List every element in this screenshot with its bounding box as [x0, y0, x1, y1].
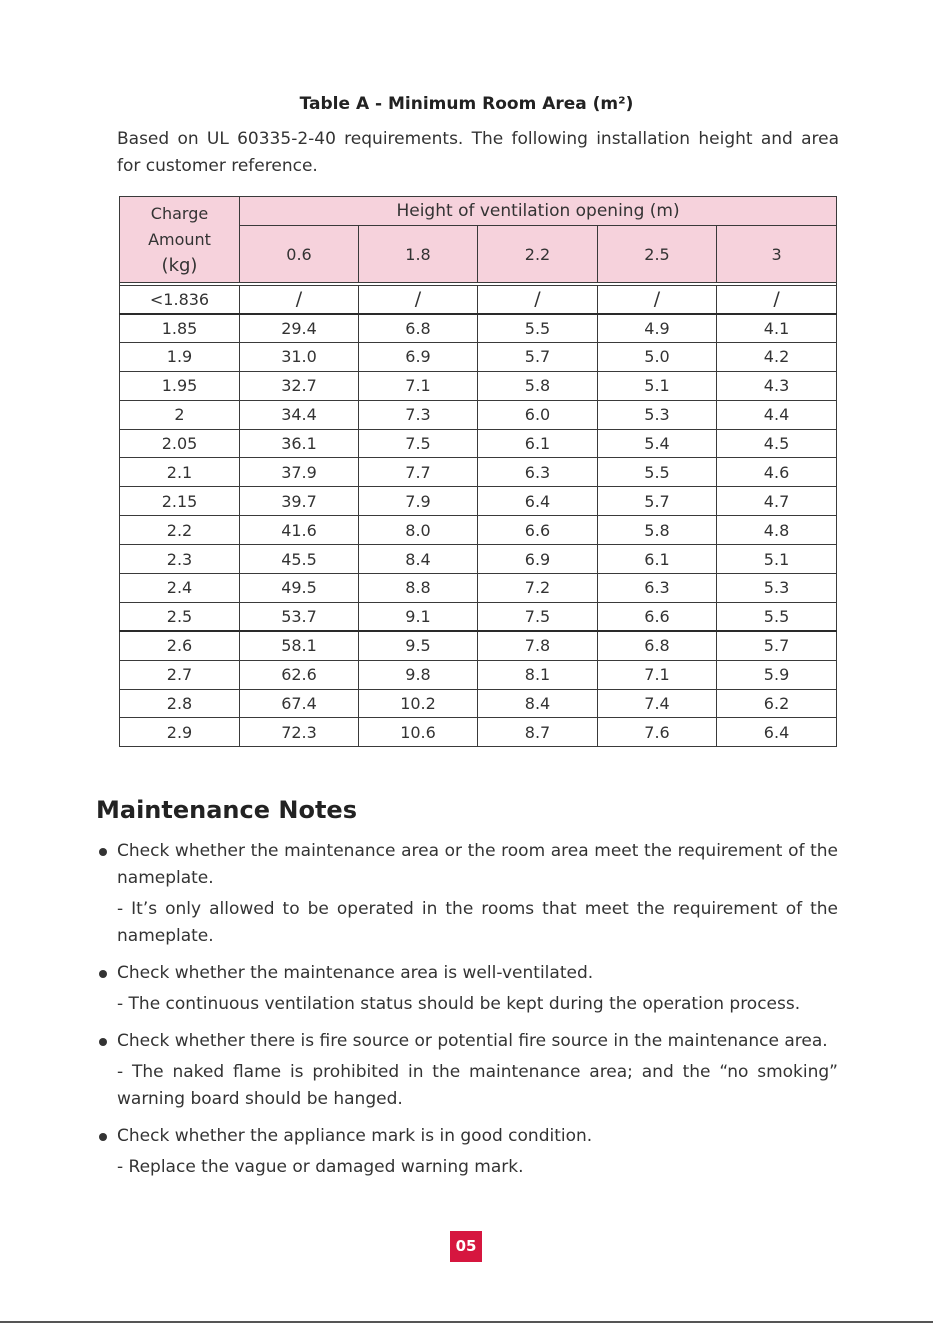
table-row	[120, 400, 837, 429]
area-cell: 37.9	[240, 458, 359, 487]
area-cell: 7.6	[598, 718, 717, 747]
column-header: 2.2	[478, 226, 598, 283]
area-cell: 7.8	[478, 631, 598, 660]
area-cell: 8.8	[359, 574, 478, 603]
area-cell: 9.5	[359, 631, 478, 660]
area-cell: 31.0	[240, 342, 359, 371]
area-cell: 6.8	[598, 631, 717, 660]
maintenance-notes-list	[96, 838, 838, 1191]
area-cell: 7.2	[478, 574, 598, 603]
area-cell: 6.9	[478, 545, 598, 574]
bullet-icon	[99, 970, 107, 978]
charge-header-line: Amount	[148, 229, 211, 249]
table-row	[120, 342, 837, 371]
area-cell: 8.0	[359, 516, 478, 545]
note-item	[96, 838, 838, 950]
charge-cell: 2.05	[120, 429, 240, 458]
area-cell: 5.1	[717, 545, 837, 574]
bullet-icon	[99, 1038, 107, 1046]
area-cell: 7.5	[478, 602, 598, 631]
note-item	[96, 960, 838, 1018]
area-cell: /	[240, 286, 359, 314]
maintenance-notes-heading: Maintenance Notes	[96, 796, 357, 824]
area-cell: 6.3	[598, 574, 717, 603]
area-cell: 8.1	[478, 660, 598, 689]
charge-amount-header	[120, 197, 240, 283]
minimum-room-area-table	[119, 196, 837, 747]
charge-cell: 2.1	[120, 458, 240, 487]
area-cell: 4.9	[598, 314, 717, 343]
area-cell: 53.7	[240, 602, 359, 631]
note-subtext: - The continuous ventilation status should be kept during the operation process.	[117, 994, 801, 1014]
table-row	[120, 660, 837, 689]
area-cell: 34.4	[240, 400, 359, 429]
area-cell: 29.4	[240, 314, 359, 343]
note-text: Check whether the appliance mark is in good condition.	[117, 1126, 593, 1146]
area-cell: 8.7	[478, 718, 598, 747]
table-row	[120, 718, 837, 747]
area-cell: 4.8	[717, 516, 837, 545]
note-subtext: - Replace the vague or damaged warning mark.	[117, 1157, 524, 1177]
charge-cell: 2.9	[120, 718, 240, 747]
area-cell: 10.6	[359, 718, 478, 747]
charge-cell: 1.9	[120, 342, 240, 371]
area-cell: 5.7	[478, 342, 598, 371]
area-cell: 4.4	[717, 400, 837, 429]
area-cell: 6.3	[478, 458, 598, 487]
area-cell: 4.2	[717, 342, 837, 371]
area-cell: 5.7	[598, 487, 717, 516]
area-cell: 5.5	[598, 458, 717, 487]
charge-cell: 1.95	[120, 371, 240, 400]
area-cell: 6.6	[478, 516, 598, 545]
area-cell: 4.7	[717, 487, 837, 516]
area-cell: 7.5	[359, 429, 478, 458]
area-cell: 8.4	[359, 545, 478, 574]
area-cell: 6.6	[598, 602, 717, 631]
table-row	[120, 689, 837, 718]
note-item	[96, 1028, 838, 1113]
charge-header-line: (kg)	[161, 254, 198, 276]
area-cell: 5.4	[598, 429, 717, 458]
charge-cell: 2.4	[120, 574, 240, 603]
table-row	[120, 516, 837, 545]
area-cell: 5.0	[598, 342, 717, 371]
table-row	[120, 602, 837, 631]
height-header: Height of ventilation opening (m)	[240, 197, 837, 226]
charge-cell: 1.85	[120, 314, 240, 343]
page-number-badge: 05	[450, 1231, 482, 1262]
area-cell: 6.4	[717, 718, 837, 747]
area-cell: 45.5	[240, 545, 359, 574]
table-row	[120, 545, 837, 574]
area-cell: 7.1	[359, 371, 478, 400]
area-cell: 9.8	[359, 660, 478, 689]
area-cell: 32.7	[240, 371, 359, 400]
table-row	[120, 371, 837, 400]
area-cell: 5.8	[478, 371, 598, 400]
area-cell: 5.5	[717, 602, 837, 631]
area-cell: 9.1	[359, 602, 478, 631]
area-cell: 39.7	[240, 487, 359, 516]
column-header: 1.8	[359, 226, 478, 283]
area-cell: /	[359, 286, 478, 314]
bullet-icon	[99, 848, 107, 856]
bullet-icon	[99, 1133, 107, 1141]
column-header: 0.6	[240, 226, 359, 283]
charge-cell: 2.7	[120, 660, 240, 689]
column-header: 2.5	[598, 226, 717, 283]
area-cell: 4.1	[717, 314, 837, 343]
area-cell: 72.3	[240, 718, 359, 747]
area-cell: 8.4	[478, 689, 598, 718]
table-row	[120, 429, 837, 458]
charge-cell: 2.8	[120, 689, 240, 718]
charge-header-line: Charge	[150, 203, 209, 223]
charge-cell: 2.6	[120, 631, 240, 660]
area-cell: 7.1	[598, 660, 717, 689]
charge-cell: 2	[120, 400, 240, 429]
area-cell: 10.2	[359, 689, 478, 718]
area-cell: 36.1	[240, 429, 359, 458]
area-cell: /	[478, 286, 598, 314]
charge-cell: 2.3	[120, 545, 240, 574]
area-cell: 5.3	[717, 574, 837, 603]
area-cell: 6.1	[478, 429, 598, 458]
area-cell: /	[598, 286, 717, 314]
table-row	[120, 286, 837, 314]
area-cell: 5.7	[717, 631, 837, 660]
area-cell: 5.9	[717, 660, 837, 689]
area-cell: /	[717, 286, 837, 314]
area-cell: 4.3	[717, 371, 837, 400]
area-cell: 5.5	[478, 314, 598, 343]
area-cell: 58.1	[240, 631, 359, 660]
area-cell: 4.5	[717, 429, 837, 458]
area-cell: 6.4	[478, 487, 598, 516]
charge-cell: 2.15	[120, 487, 240, 516]
note-text: Check whether the maintenance area is well-ventilated.	[117, 963, 594, 983]
intro-paragraph: Based on UL 60335-2-40 requirements. The following installation height and area for customer reference.	[117, 129, 839, 176]
note-text: Check whether the maintenance area or the room area meet the requirement of the nameplate.	[117, 841, 838, 888]
table-title: Table A - Minimum Room Area (m²)	[299, 94, 634, 114]
area-cell: 6.1	[598, 545, 717, 574]
area-cell: 41.6	[240, 516, 359, 545]
area-cell: 6.9	[359, 342, 478, 371]
table-row	[120, 574, 837, 603]
area-cell: 6.8	[359, 314, 478, 343]
charge-cell: <1.836	[120, 286, 240, 314]
bottom-divider	[0, 1321, 933, 1323]
table-row	[120, 314, 837, 343]
area-cell: 7.9	[359, 487, 478, 516]
area-cell: 5.1	[598, 371, 717, 400]
charge-cell: 2.5	[120, 602, 240, 631]
note-subtext: - The naked flame is prohibited in the maintenance area; and the “no smoking” warning board should be hanged.	[117, 1062, 838, 1109]
area-cell: 7.7	[359, 458, 478, 487]
area-cell: 5.8	[598, 516, 717, 545]
area-cell: 7.3	[359, 400, 478, 429]
area-cell: 7.4	[598, 689, 717, 718]
column-header: 3	[717, 226, 837, 283]
note-subtext: - It’s only allowed to be operated in the rooms that meet the requirement of the nameplate.	[117, 899, 838, 946]
area-cell: 6.0	[478, 400, 598, 429]
table-row	[120, 631, 837, 660]
area-cell: 5.3	[598, 400, 717, 429]
table-row	[120, 458, 837, 487]
area-cell: 62.6	[240, 660, 359, 689]
area-cell: 4.6	[717, 458, 837, 487]
area-cell: 6.2	[717, 689, 837, 718]
area-cell: 49.5	[240, 574, 359, 603]
table-row	[120, 487, 837, 516]
charge-cell: 2.2	[120, 516, 240, 545]
area-cell: 67.4	[240, 689, 359, 718]
note-item	[96, 1123, 838, 1181]
note-text: Check whether there is fire source or potential fire source in the maintenance area.	[117, 1031, 828, 1051]
